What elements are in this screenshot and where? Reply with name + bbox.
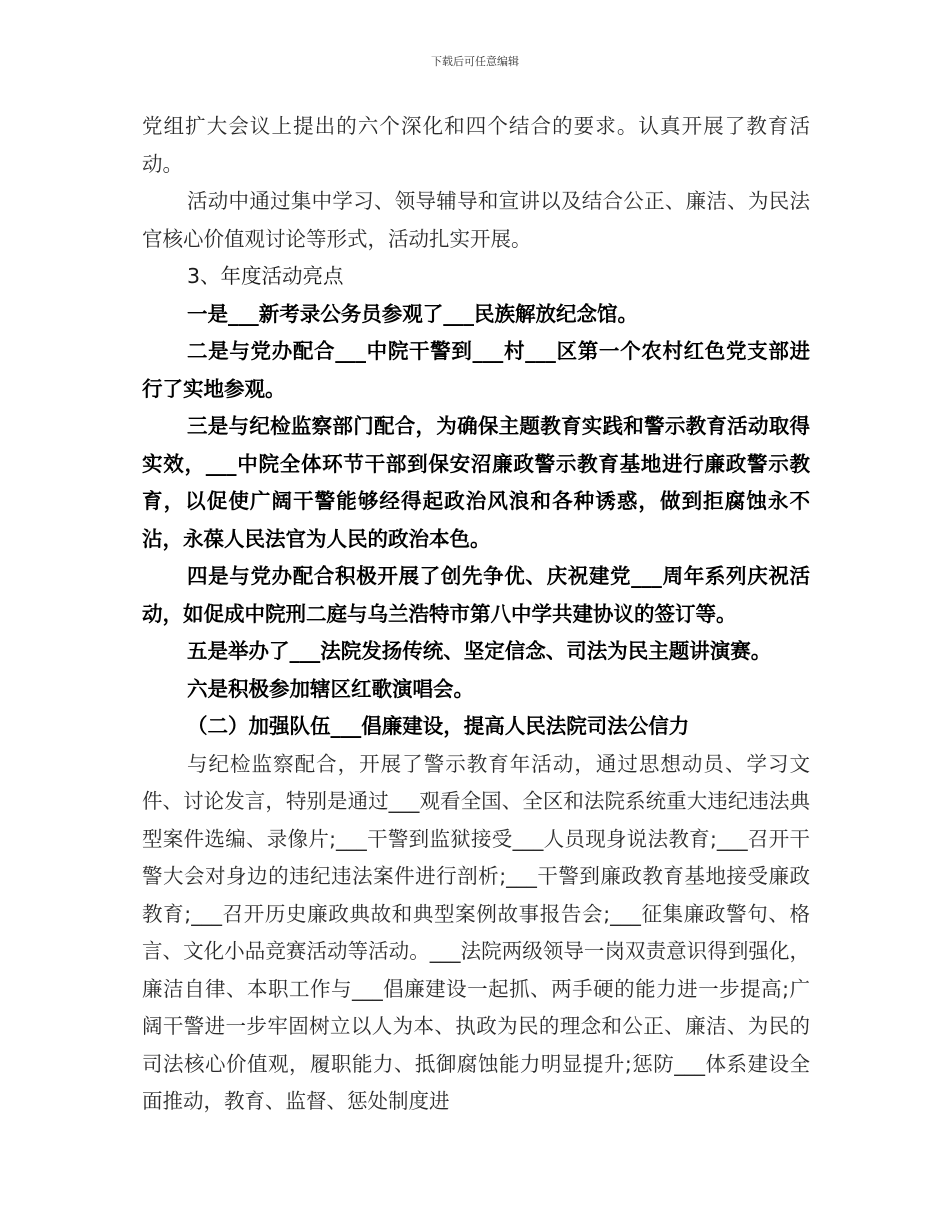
paragraph: 一是___新考录公务员参观了___民族解放纪念馆。 bbox=[187, 301, 638, 326]
section-heading: 3、年度活动亮点 bbox=[187, 264, 344, 288]
paragraph: 党组扩大会议上提出的六个深化和四个结合的要求。认真开展了教育活动。 bbox=[142, 114, 810, 176]
paragraph: 三是与纪检监察部门配合，为确保主题教育实践和警示教育活动取得实效，___中院全体环节干部到保安沼廉政警示教育基地进行廉政警示教育，以促使广阔干警能够经得起政治风浪和各种诱惑，做到拒腐蚀永不沾，永葆人民法官为人民的政治本色。 bbox=[142, 414, 810, 551]
document-body bbox=[142, 108, 810, 1121]
paragraph: 二是与党办配合___中院干警到___村___区第一个农村红色党支部进行了实地参观。 bbox=[142, 339, 810, 401]
paragraph: 与纪检监察配合，开展了警示教育年活动，通过思想动员、学习文件、讨论发言，特别是通过___观看全国、全区和法院系统重大违纪违法典型案件选编、录像片;___干警到监狱接受___人员现身说法教育;___召开干警大会对身边的违纪违法案件进行剖析;___干警到廉政教育基地接受廉政教育;___召开历史廉政典故和典型案例故事报告会;___征集廉政警句、格言、文化小品竞赛活动等活动。___法院两级领导一岗双责意识得到强化，廉洁自律、本职工作与___倡廉建设一起抓、两手硬的能力进一步提高;广阔干警进一步牢固树立以人为本、执政为民的理念和公正、廉洁、为民的司法核心价值观，履职能力、抵御腐蚀能力明显提升;惩防___体系建设全面推动，教育、监督、惩处制度进 bbox=[142, 751, 810, 1113]
section-heading: （二）加强队伍___倡廉建设，提高人民法院司法公信力 bbox=[187, 714, 690, 738]
paragraph: 四是与党办配合积极开展了创先争优、庆祝建党___周年系列庆祝活动，如促成中院刑二庭与乌兰浩特市第八中学共建协议的签订等。 bbox=[142, 564, 810, 626]
page-header: 下载后可任意编辑 bbox=[431, 55, 519, 68]
paragraph: 活动中通过集中学习、领导辅导和宣讲以及结合公正、廉洁、为民法官核心价值观讨论等形式，活动扎实开展。 bbox=[142, 189, 810, 251]
paragraph: 六是积极参加辖区红歌演唱会。 bbox=[187, 676, 474, 701]
paragraph: 五是举办了___法院发扬传统、坚定信念、司法为民主题讲演赛。 bbox=[187, 639, 772, 663]
